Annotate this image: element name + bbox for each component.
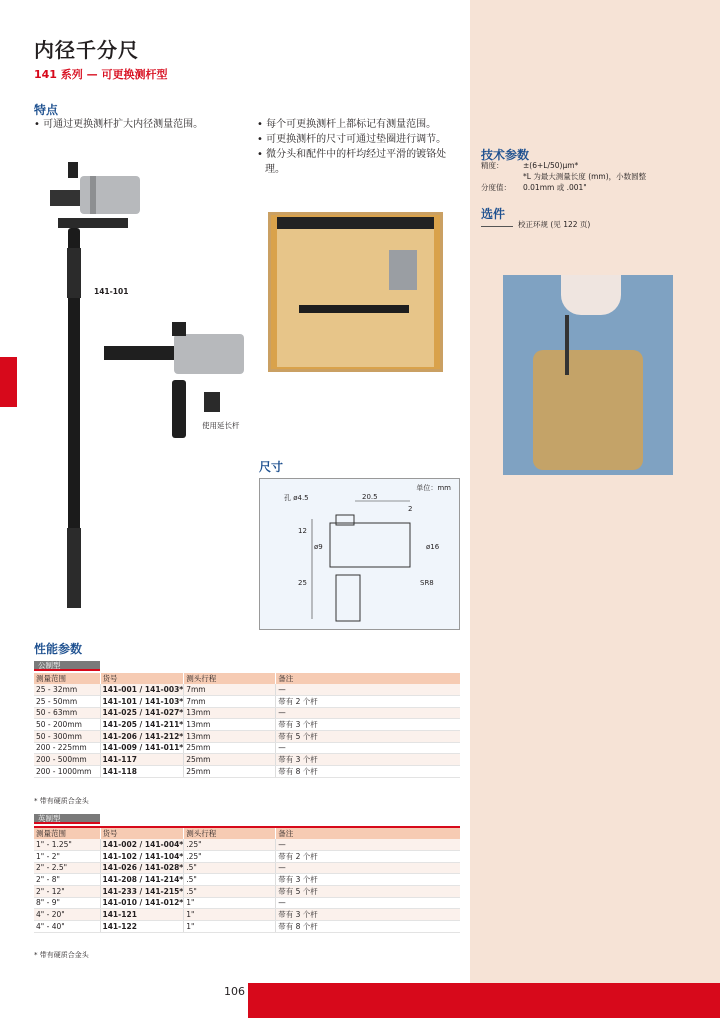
cell: 141-206 / 141-212* xyxy=(100,730,184,742)
table-row xyxy=(34,873,460,885)
cell: — xyxy=(276,862,460,873)
cell: 带有 2 个杆 xyxy=(276,850,460,862)
ring-gauge-photo xyxy=(503,275,673,475)
metric-label: 公制型 xyxy=(34,661,100,671)
cell: .25" xyxy=(184,850,276,862)
cell: 141-025 / 141-027* xyxy=(100,707,184,718)
cell: 1" xyxy=(184,897,276,908)
graduation-value: 0.01mm 或 .001" xyxy=(523,183,587,192)
hand xyxy=(561,275,621,315)
inch-label: 英制型 xyxy=(34,814,100,824)
cell: 25 - 32mm xyxy=(34,684,100,695)
extension-caption: 使用延长杆 xyxy=(202,421,240,430)
cell: 13mm xyxy=(184,718,276,730)
cell: 8" - 9" xyxy=(34,897,100,908)
metric-note: * 带有硬质合金头 xyxy=(34,797,89,805)
dim-gap: 2 xyxy=(408,505,413,513)
accuracy-note: *L 为最大测量长度 (mm)，小数圆整 xyxy=(523,172,647,181)
header-cell: 备注 xyxy=(276,828,460,839)
cell: .5" xyxy=(184,885,276,897)
performance-heading: 性能参数 xyxy=(34,642,83,656)
page-number: 106 xyxy=(224,985,245,998)
cell: 141-208 / 141-214* xyxy=(100,873,184,885)
cell: 7mm xyxy=(184,684,276,695)
dimension-outline xyxy=(260,479,459,629)
header-cell: 备注 xyxy=(276,673,460,684)
cell: 141-002 / 141-004* xyxy=(100,839,184,850)
cell: 141-121 xyxy=(100,909,184,921)
model-caption: 141-101 xyxy=(94,287,129,296)
page-subtitle: 141 系列 — 可更换测杆型 xyxy=(34,68,168,81)
case-photo xyxy=(268,212,443,372)
cell: 带有 3 个杆 xyxy=(276,754,460,766)
unit-label: 单位：mm xyxy=(416,484,451,492)
cell: 4" - 40" xyxy=(34,921,100,933)
table-row xyxy=(34,850,460,862)
cell: 200 - 1000mm xyxy=(34,766,100,778)
dim-hole: 孔 ø4.5 xyxy=(284,494,309,502)
dimensions-heading: 尺寸 xyxy=(259,460,284,474)
cell: — xyxy=(276,707,460,718)
table-row xyxy=(34,707,460,718)
dim-d9: ø9 xyxy=(314,543,323,551)
cell: — xyxy=(276,742,460,753)
cell: 141-118 xyxy=(100,766,184,778)
cell: 141-001 / 141-003* xyxy=(100,684,184,695)
feature-item: • 每个可更换测杆上都标记有测量范围。 xyxy=(257,119,437,130)
cell: 带有 3 个杆 xyxy=(276,873,460,885)
cell: 带有 3 个杆 xyxy=(276,718,460,730)
table-row xyxy=(34,730,460,742)
cell: 带有 8 个杆 xyxy=(276,921,460,933)
cell: .5" xyxy=(184,862,276,873)
header-cell: 测量范围 xyxy=(34,673,100,684)
feature-item: • 可更换测杆的尺寸可通过垫圈进行调节。 xyxy=(257,134,447,145)
metric-table xyxy=(34,673,460,778)
tech-heading: 技术参数 xyxy=(481,148,530,162)
table-row xyxy=(34,754,460,766)
cell: 2" - 8" xyxy=(34,873,100,885)
table-row xyxy=(34,718,460,730)
accuracy-label: 精度： xyxy=(481,161,504,170)
header-cell: 货号 xyxy=(100,673,184,684)
dimension-drawing xyxy=(259,478,460,630)
footer-bar xyxy=(248,983,720,1018)
feature-item: • 可通过更换测杆扩大内径测量范围。 xyxy=(34,119,204,130)
dim-width: 20.5 xyxy=(362,493,378,501)
cell: 7mm xyxy=(184,695,276,707)
cell: 13mm xyxy=(184,707,276,718)
page-title: 内径千分尺 xyxy=(34,38,139,62)
cell: 4" - 20" xyxy=(34,909,100,921)
cell: — xyxy=(276,897,460,908)
cell: 25mm xyxy=(184,742,276,753)
ring-gauge xyxy=(533,350,643,470)
tech-specs xyxy=(481,160,646,193)
cell: 141-233 / 141-215* xyxy=(100,885,184,897)
header-cell: 测头行程 xyxy=(184,673,276,684)
cell: 1" - 1.25" xyxy=(34,839,100,850)
options-text: 校正环规 (见 122 页) xyxy=(518,220,591,229)
cell: 141-009 / 141-011* xyxy=(100,742,184,753)
cell: 带有 5 个杆 xyxy=(276,730,460,742)
table-row xyxy=(34,921,460,933)
cell: .25" xyxy=(184,839,276,850)
inch-note: * 带有硬质合金头 xyxy=(34,951,89,959)
table-header xyxy=(34,673,460,684)
cell: .5" xyxy=(184,873,276,885)
table-row xyxy=(34,684,460,695)
dim-12: 12 xyxy=(298,527,307,535)
table-header xyxy=(34,828,460,839)
section-tab-mark xyxy=(0,357,17,407)
features-left xyxy=(34,117,254,132)
cell: 1" - 2" xyxy=(34,850,100,862)
graduation-label: 分度值： xyxy=(481,183,511,192)
table-row xyxy=(34,897,460,908)
cell: — xyxy=(276,684,460,695)
table-row xyxy=(34,695,460,707)
header-cell: 货号 xyxy=(100,828,184,839)
features-heading: 特点 xyxy=(34,103,59,117)
cell: 50 - 200mm xyxy=(34,718,100,730)
table-row xyxy=(34,742,460,753)
cell: 带有 5 个杆 xyxy=(276,885,460,897)
cell: 1" xyxy=(184,921,276,933)
options-heading: 选件 xyxy=(481,207,506,221)
cell: 50 - 63mm xyxy=(34,707,100,718)
header-cell: 测量范围 xyxy=(34,828,100,839)
case-head-part xyxy=(389,250,417,290)
case-rod-part xyxy=(299,305,409,313)
cell: 13mm xyxy=(184,730,276,742)
inch-table xyxy=(34,828,460,933)
cell: 带有 8 个杆 xyxy=(276,766,460,778)
cell: 141-205 / 141-211* xyxy=(100,718,184,730)
cell: 带有 3 个杆 xyxy=(276,909,460,921)
cell: 50 - 300mm xyxy=(34,730,100,742)
cell: 141-101 / 141-103* xyxy=(100,695,184,707)
cell: 2" - 12" xyxy=(34,885,100,897)
header-cell: 测头行程 xyxy=(184,828,276,839)
options-rule xyxy=(481,226,513,227)
cell: 带有 2 个杆 xyxy=(276,695,460,707)
cell: 141-102 / 141-104* xyxy=(100,850,184,862)
case-lid-edge xyxy=(277,217,434,229)
cell: — xyxy=(276,839,460,850)
table-row xyxy=(34,862,460,873)
cell: 200 - 225mm xyxy=(34,742,100,753)
cell: 25mm xyxy=(184,754,276,766)
dim-sr8: SR8 xyxy=(420,579,434,587)
table-row xyxy=(34,839,460,850)
table-row xyxy=(34,766,460,778)
cell: 141-010 / 141-012* xyxy=(100,897,184,908)
accuracy-value: ±(6+L/50)μm* xyxy=(523,161,579,170)
cell: 141-122 xyxy=(100,921,184,933)
cell: 25 - 50mm xyxy=(34,695,100,707)
cell: 141-026 / 141-028* xyxy=(100,862,184,873)
dim-25: 25 xyxy=(298,579,307,587)
table-row xyxy=(34,885,460,897)
cell: 2" - 2.5" xyxy=(34,862,100,873)
probe xyxy=(565,315,569,375)
features-right xyxy=(257,117,462,177)
table-row xyxy=(34,909,460,921)
feature-item: • 微分头和配件中的杆均经过平滑的镀铬处理。 xyxy=(257,149,447,175)
cell: 141-117 xyxy=(100,754,184,766)
cell: 25mm xyxy=(184,766,276,778)
cell: 200 - 500mm xyxy=(34,754,100,766)
cell: 1" xyxy=(184,909,276,921)
dim-d16: ø16 xyxy=(426,543,440,551)
